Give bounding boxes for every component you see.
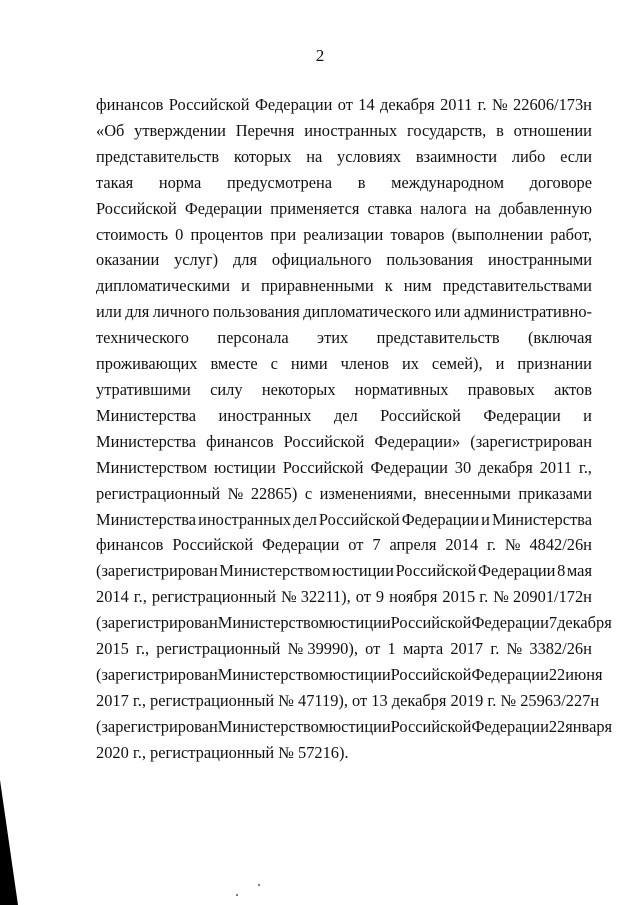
word: к bbox=[384, 276, 393, 296]
word: дипломатическими bbox=[96, 276, 231, 296]
word: г. bbox=[477, 95, 487, 114]
word: внесенными bbox=[424, 483, 511, 503]
word: юстиции bbox=[328, 613, 391, 633]
word: для bbox=[125, 302, 150, 322]
word: Министерством bbox=[217, 613, 329, 633]
word: 8 bbox=[557, 561, 566, 581]
document-body bbox=[96, 92, 613, 766]
word: г., bbox=[578, 457, 592, 477]
word: декабря bbox=[478, 457, 533, 477]
text-line bbox=[96, 610, 612, 636]
word: если bbox=[560, 146, 592, 166]
text-line bbox=[96, 532, 592, 558]
text-line bbox=[96, 273, 592, 299]
word: Министерства bbox=[96, 509, 197, 529]
word: ними bbox=[290, 354, 328, 374]
word: (зарегистрирован bbox=[96, 561, 218, 581]
word: в bbox=[496, 120, 504, 140]
word: № 32211), bbox=[281, 587, 351, 607]
word: 22 bbox=[548, 664, 566, 684]
word: Министерства bbox=[491, 509, 592, 529]
word: декабря bbox=[557, 613, 612, 633]
text-line bbox=[96, 118, 592, 144]
word: (зарегистрирован bbox=[96, 613, 218, 633]
word: в bbox=[357, 172, 366, 192]
word: Российской bbox=[96, 198, 177, 218]
scan-edge-shadow bbox=[0, 780, 18, 905]
word: правовых bbox=[467, 379, 535, 399]
word: (включая bbox=[527, 328, 592, 348]
word: 3382/26н bbox=[529, 639, 592, 659]
word: пользования bbox=[386, 250, 474, 270]
word: финансов bbox=[96, 95, 164, 114]
word: г., bbox=[133, 587, 147, 607]
word: их bbox=[401, 354, 419, 374]
text-line bbox=[96, 636, 592, 662]
word: от bbox=[348, 535, 364, 555]
word: 9 bbox=[375, 587, 385, 607]
text-line bbox=[96, 403, 592, 429]
word: дипломатического bbox=[303, 302, 432, 322]
text-line bbox=[96, 144, 592, 170]
word: Министерством bbox=[217, 716, 329, 736]
word: Федерации bbox=[261, 535, 340, 555]
word: личного bbox=[152, 302, 210, 322]
word: Министерства bbox=[96, 405, 197, 425]
word: 2017 bbox=[450, 639, 484, 659]
word: (зарегистрирован bbox=[96, 664, 218, 684]
word: Федерации» bbox=[374, 431, 461, 451]
word: (зарегистрирован bbox=[470, 431, 592, 451]
word: 4842/26н bbox=[529, 535, 592, 555]
word: условиях bbox=[337, 146, 402, 166]
word: предусмотрена bbox=[226, 172, 333, 192]
text-line bbox=[96, 325, 592, 351]
word: добавленную bbox=[498, 198, 592, 218]
word: реализации bbox=[303, 224, 384, 244]
word: Российской bbox=[390, 613, 472, 633]
word: юстиции bbox=[328, 716, 391, 736]
word: Российской bbox=[390, 664, 472, 684]
word: государств, bbox=[407, 120, 487, 140]
word: и bbox=[583, 405, 592, 425]
word: 2020 г., регистрационный № 57216). bbox=[96, 742, 349, 762]
word: декабря bbox=[380, 95, 435, 114]
word: Федерации bbox=[478, 561, 556, 581]
text-line bbox=[96, 455, 592, 481]
text-line bbox=[96, 377, 592, 403]
word: Российской bbox=[395, 561, 477, 581]
word: норма bbox=[158, 172, 202, 192]
word: и bbox=[495, 354, 505, 374]
word: 1 bbox=[387, 639, 396, 659]
word: Российской bbox=[380, 405, 461, 425]
word: № 20901/172н bbox=[493, 587, 592, 607]
word: Федерации bbox=[471, 613, 549, 633]
word: (выполнении bbox=[451, 224, 544, 244]
word: Федерации bbox=[184, 198, 263, 218]
word: Российской bbox=[282, 457, 364, 477]
word: Министерством bbox=[217, 664, 329, 684]
word: Министерства bbox=[96, 431, 197, 451]
word: иностранных bbox=[218, 405, 312, 425]
word: № bbox=[227, 483, 244, 503]
word: или bbox=[434, 302, 461, 322]
word: № bbox=[492, 95, 508, 114]
word: приказами bbox=[518, 483, 592, 503]
word: марта bbox=[402, 639, 444, 659]
word: № bbox=[506, 639, 523, 659]
word: пользования bbox=[212, 302, 300, 322]
word: проживающих bbox=[96, 354, 198, 374]
word: дел bbox=[333, 405, 358, 425]
word: товаров bbox=[390, 224, 445, 244]
word: Министерством bbox=[96, 457, 208, 477]
word: 22 bbox=[548, 716, 566, 736]
word: января bbox=[565, 716, 613, 736]
word: 2015 bbox=[96, 639, 129, 659]
word: от bbox=[355, 587, 371, 607]
word: 2015 г. bbox=[442, 587, 489, 607]
word: работ, bbox=[550, 224, 592, 244]
word: Федерации bbox=[254, 95, 333, 114]
word: административно- bbox=[463, 302, 592, 322]
text-line bbox=[96, 351, 592, 377]
word: юстиции bbox=[332, 561, 394, 581]
word: 0 bbox=[175, 224, 184, 244]
word: отношении bbox=[513, 120, 592, 140]
word: юстиции bbox=[214, 457, 276, 477]
text-line bbox=[96, 558, 592, 584]
word: силу bbox=[210, 379, 243, 399]
word: договоре bbox=[529, 172, 592, 192]
word: с bbox=[304, 483, 313, 503]
word: Российской bbox=[390, 716, 472, 736]
word: Федерации bbox=[471, 664, 549, 684]
word: г., bbox=[136, 639, 150, 659]
word: от bbox=[365, 639, 381, 659]
word: персонала bbox=[217, 328, 289, 348]
word: 7 bbox=[372, 535, 381, 555]
text-line bbox=[96, 688, 600, 714]
word: апреля bbox=[389, 535, 437, 555]
word: взаимности bbox=[415, 146, 498, 166]
word: Федерации bbox=[370, 457, 448, 477]
word: г. bbox=[487, 535, 497, 555]
scan-speck bbox=[258, 884, 260, 886]
word: июня bbox=[565, 664, 603, 684]
word: семей), bbox=[431, 354, 483, 374]
word: Российской bbox=[172, 535, 254, 555]
word: нормативных bbox=[354, 379, 449, 399]
word: № 39990), bbox=[287, 639, 358, 659]
word: членов bbox=[340, 354, 389, 374]
page-number: 2 bbox=[315, 46, 325, 65]
word: с bbox=[270, 354, 278, 374]
word: регистрационный bbox=[151, 587, 277, 607]
word: приравненными bbox=[260, 276, 374, 296]
word: мая bbox=[566, 561, 592, 581]
word: (зарегистрирован bbox=[96, 716, 218, 736]
word: услуг) bbox=[174, 250, 219, 270]
word: юстиции bbox=[328, 664, 391, 684]
word: актов bbox=[554, 379, 592, 399]
word: 2017 г., регистрационный № 47119), от 13 декабря 2019 г. № 25963/227н bbox=[96, 690, 600, 710]
word: некоторых bbox=[261, 379, 336, 399]
word: регистрационный bbox=[156, 639, 281, 659]
word: 22865) bbox=[250, 483, 298, 503]
text-line bbox=[96, 92, 592, 118]
word: либо bbox=[511, 146, 546, 166]
text-line bbox=[96, 584, 592, 610]
text-line bbox=[96, 247, 592, 273]
word: на bbox=[306, 146, 323, 166]
text-line bbox=[96, 481, 592, 507]
word: международном bbox=[391, 172, 504, 192]
word: этих bbox=[317, 328, 349, 348]
word: иностранных bbox=[198, 509, 292, 529]
word: признании bbox=[517, 354, 592, 374]
word: вместе bbox=[210, 354, 258, 374]
text-line bbox=[96, 714, 613, 740]
word: 2011 bbox=[539, 457, 572, 477]
text-line bbox=[96, 429, 592, 455]
word: оказании bbox=[96, 250, 160, 270]
text-line bbox=[96, 196, 592, 222]
word: финансов bbox=[96, 535, 164, 555]
word: Перечня bbox=[235, 120, 295, 140]
text-line bbox=[96, 507, 592, 533]
word: Федерации bbox=[401, 509, 480, 529]
word: 14 bbox=[358, 95, 375, 114]
word: иностранных bbox=[304, 120, 398, 140]
word: налога bbox=[420, 198, 467, 218]
word: и bbox=[481, 509, 490, 529]
word: 30 bbox=[454, 457, 472, 477]
word: которых bbox=[233, 146, 292, 166]
word: утратившими bbox=[96, 379, 191, 399]
word: такая bbox=[96, 172, 134, 192]
word: Российской bbox=[318, 509, 400, 529]
word: Федерации bbox=[471, 716, 549, 736]
word: процентов bbox=[190, 224, 264, 244]
word: «Об bbox=[96, 120, 125, 140]
word: 7 bbox=[548, 613, 558, 633]
word: 22606/173н bbox=[513, 95, 592, 114]
word: ним bbox=[403, 276, 432, 296]
word: применяется bbox=[270, 198, 360, 218]
text-line bbox=[96, 170, 592, 196]
word: официального bbox=[271, 250, 372, 270]
word: 2014 bbox=[445, 535, 479, 555]
word: при bbox=[270, 224, 297, 244]
text-line bbox=[96, 299, 592, 325]
word: ноября bbox=[389, 587, 438, 607]
word: регистрационный bbox=[96, 483, 221, 503]
word: утверждении bbox=[134, 120, 226, 140]
text-line bbox=[96, 740, 592, 766]
word: представительств bbox=[376, 328, 500, 348]
word: на bbox=[474, 198, 491, 218]
word: технического bbox=[96, 328, 189, 348]
word: от bbox=[337, 95, 353, 114]
word: ставка bbox=[367, 198, 413, 218]
word: № bbox=[504, 535, 521, 555]
word: стоимость bbox=[96, 224, 169, 244]
word: финансов bbox=[206, 431, 274, 451]
word: или bbox=[96, 302, 122, 322]
word: Российской bbox=[283, 431, 365, 451]
word: для bbox=[232, 250, 257, 270]
word: 2014 bbox=[96, 587, 129, 607]
word: 2011 bbox=[440, 95, 473, 114]
text-line bbox=[96, 662, 603, 688]
word: Российской bbox=[168, 95, 250, 114]
word: г. bbox=[490, 639, 500, 659]
word: дел bbox=[293, 509, 317, 529]
scan-speck bbox=[236, 894, 238, 896]
word: иностранными bbox=[488, 250, 592, 270]
word: и bbox=[241, 276, 250, 296]
word: представительств bbox=[96, 146, 220, 166]
word: представительствами bbox=[442, 276, 592, 296]
word: изменениями, bbox=[319, 483, 417, 503]
word: Федерации bbox=[483, 405, 561, 425]
text-line bbox=[96, 222, 592, 248]
word: Министерством bbox=[219, 561, 331, 581]
